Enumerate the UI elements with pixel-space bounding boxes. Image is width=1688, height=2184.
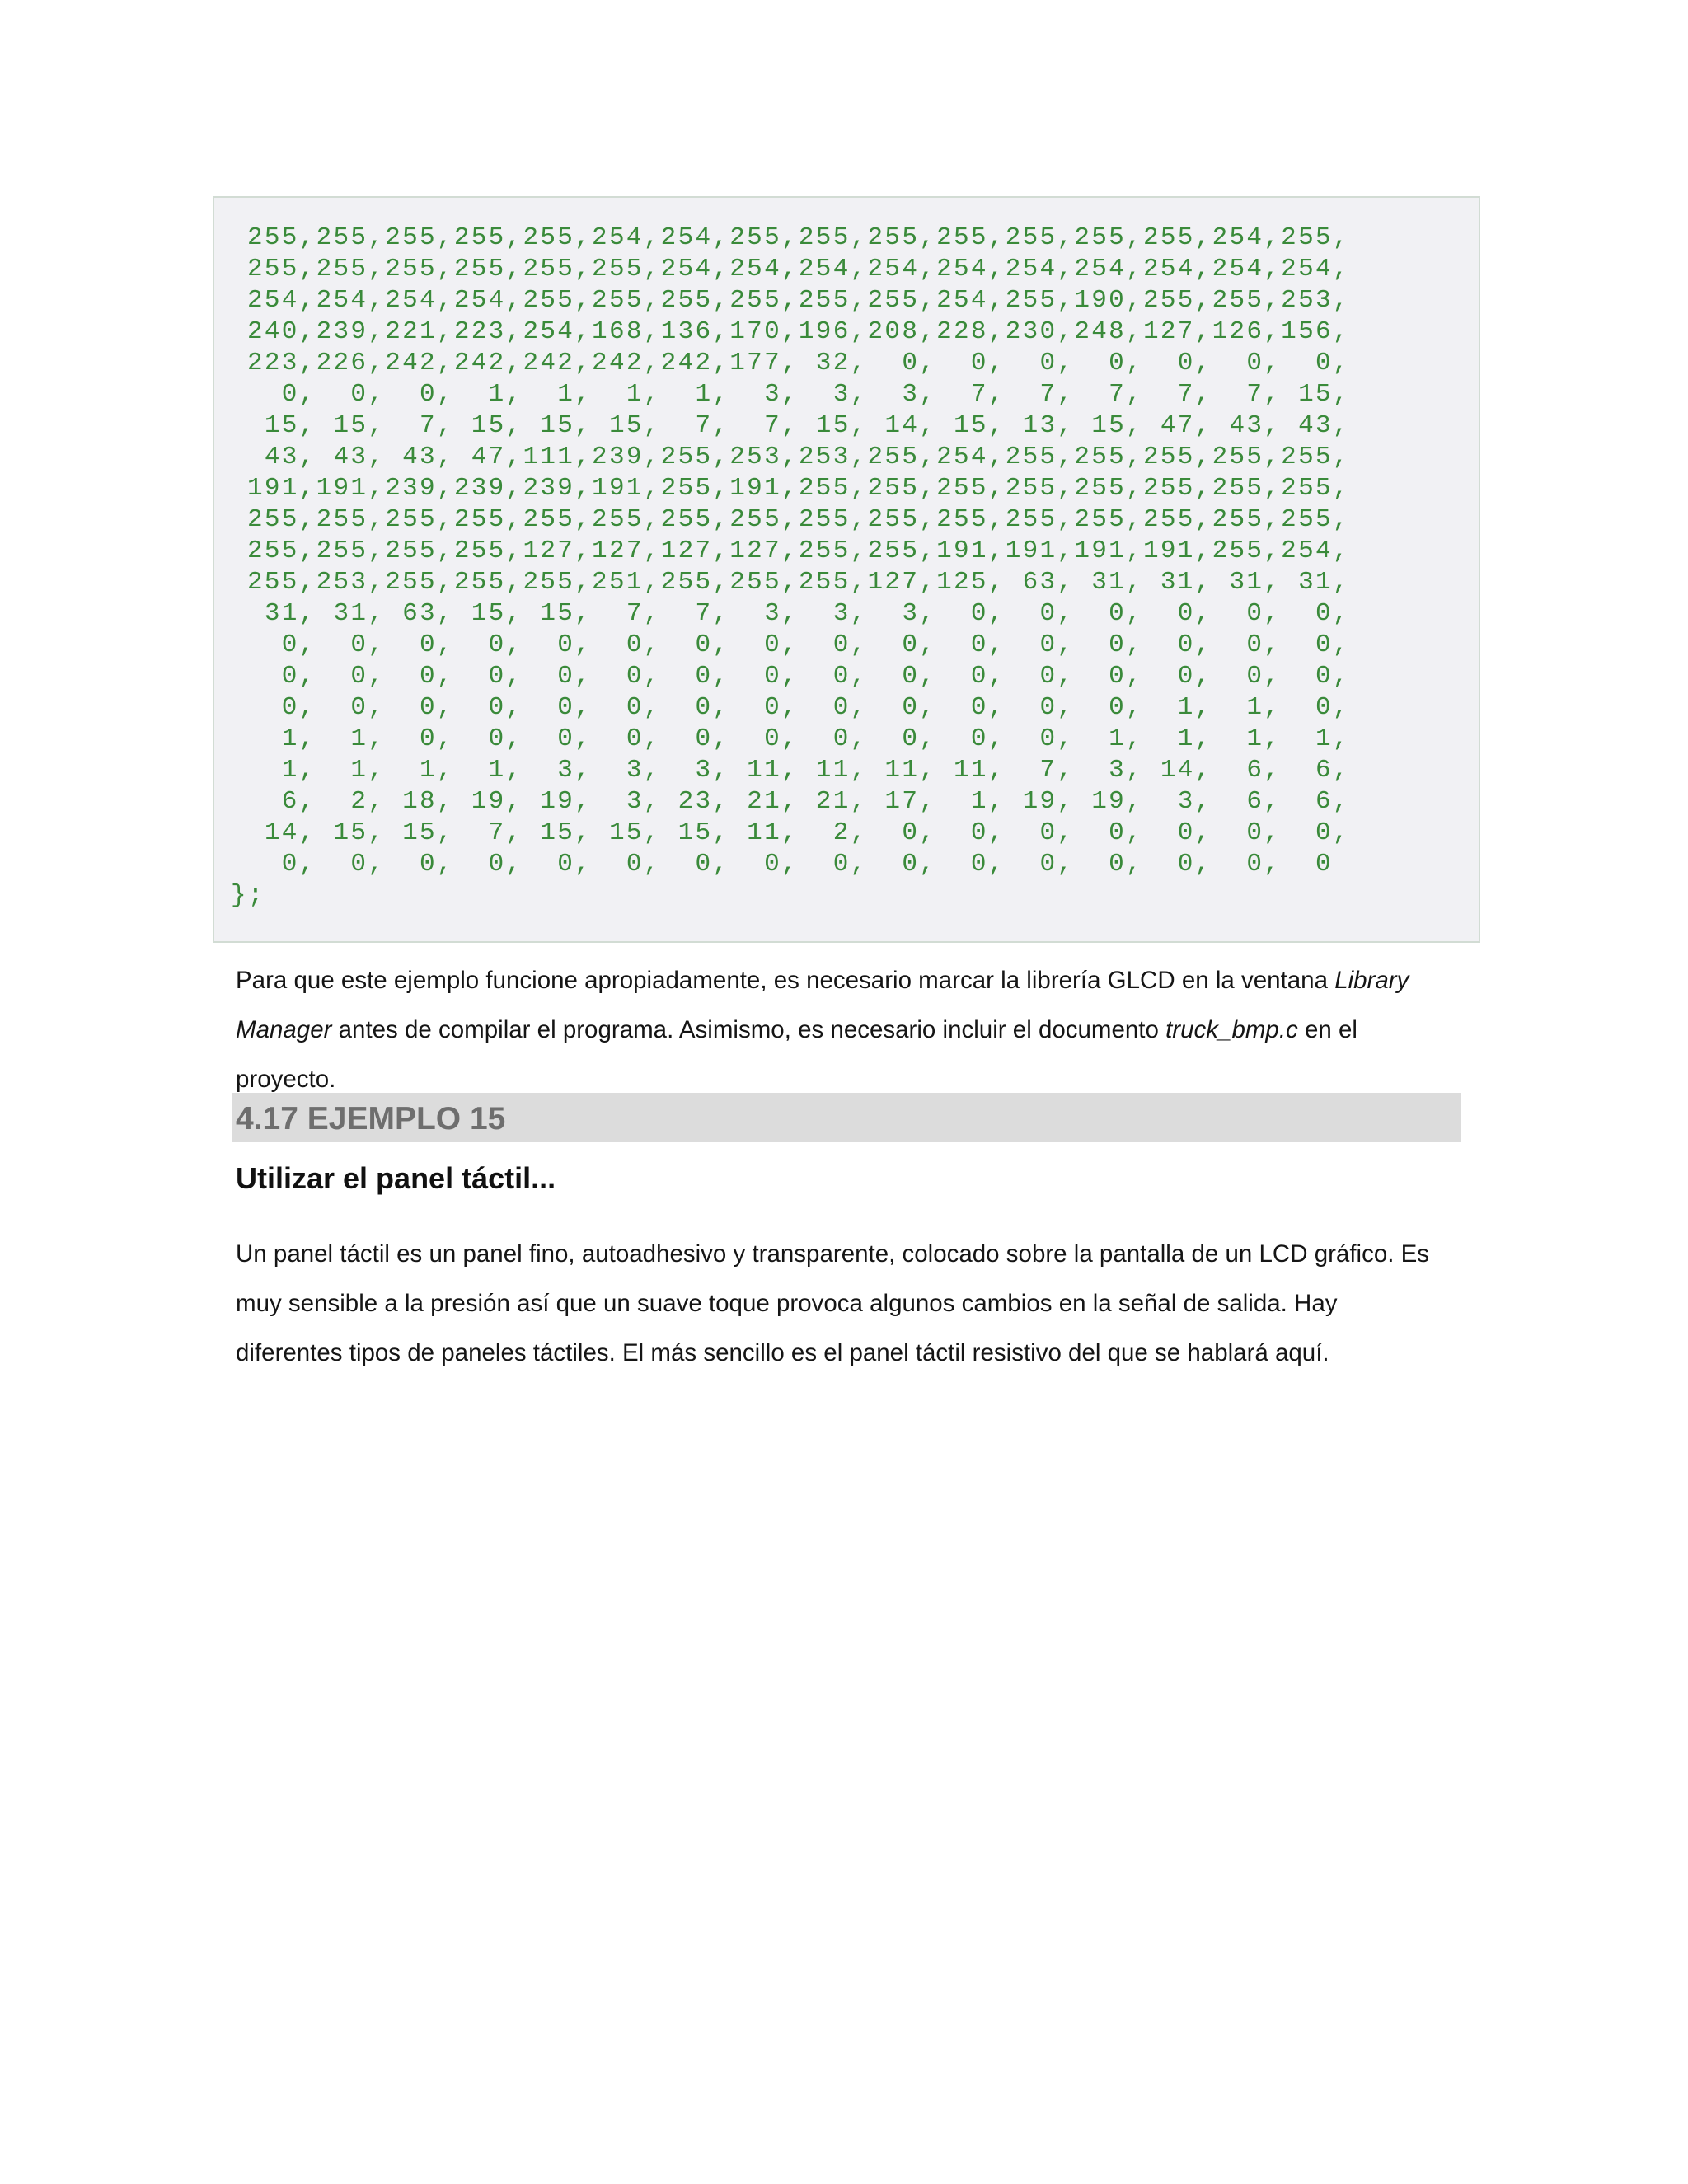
code-line: 15, 15, 7, 15, 15, 15, 7, 7, 15, 14, 15, 13, 15, 47, 43, 43, — [247, 411, 1350, 440]
code-line: 254,254,254,254,255,255,255,255,255,255,254,255,190,255,255,253, — [247, 286, 1350, 315]
code-line: 0, 0, 0, 0, 0, 0, 0, 0, 0, 0, 0, 0, 0, 1, 1, 0, — [247, 693, 1350, 722]
section-title: 4.17 EJEMPLO 15 — [236, 1101, 506, 1137]
code-line: 31, 31, 63, 15, 15, 7, 7, 3, 3, 3, 0, 0, 0, 0, 0, 0, — [247, 599, 1350, 628]
paragraph-line — [236, 956, 1472, 1005]
italic-term-library: Library — [1334, 967, 1409, 994]
text-run: antes de compilar el programa. Asimismo, es necesario incluir el documento — [331, 1016, 1166, 1043]
paragraph-line — [236, 1005, 1472, 1055]
touch-panel-paragraph — [236, 1230, 1472, 1378]
code-line: 14, 15, 15, 7, 15, 15, 15, 11, 2, 0, 0, 0, 0, 0, 0, 0, — [247, 818, 1350, 847]
library-note-paragraph — [236, 956, 1472, 1104]
code-line: 255,255,255,255,255,255,255,255,255,255,255,255,255,255,255,255, — [247, 505, 1350, 534]
code-line: 255,255,255,255,255,254,254,255,255,255,255,255,255,255,254,255, — [247, 223, 1350, 252]
text-run: en el — [1297, 1016, 1357, 1043]
subheading: Utilizar el panel táctil... — [236, 1161, 556, 1195]
code-line: 191,191,239,239,239,191,255,191,255,255,255,255,255,255,255,255, — [247, 474, 1350, 503]
code-line: 1, 1, 1, 1, 3, 3, 3, 11, 11, 11, 11, 7, 3, 14, 6, 6, — [247, 756, 1350, 785]
code-line: 255,253,255,255,255,251,255,255,255,127,125, 63, 31, 31, 31, 31, — [247, 568, 1350, 597]
paragraph-line: muy sensible a la presión así que un suave toque provoca algunos cambios en la señal de salida. Hay — [236, 1290, 1338, 1317]
code-line: 0, 0, 0, 0, 0, 0, 0, 0, 0, 0, 0, 0, 0, 0, 0, 0 — [247, 850, 1333, 879]
code-block — [213, 196, 1480, 943]
code-line: 223,226,242,242,242,242,242,177, 32, 0, 0, 0, 0, 0, 0, 0, — [247, 349, 1350, 377]
paragraph-line: proyecto. — [236, 1066, 336, 1093]
code-closing-brace: }; — [231, 881, 265, 910]
code-line: 240,239,221,223,254,168,136,170,196,208,228,230,248,127,126,156, — [247, 317, 1350, 346]
code-line: 0, 0, 0, 0, 0, 0, 0, 0, 0, 0, 0, 0, 0, 0, 0, 0, — [247, 662, 1350, 691]
code-line: 255,255,255,255,127,127,127,127,255,255,191,191,191,191,255,254, — [247, 537, 1350, 565]
code-line: 43, 43, 43, 47,111,239,255,253,253,255,254,255,255,255,255,255, — [247, 443, 1350, 471]
italic-term-manager: Manager — [236, 1016, 332, 1043]
code-line: 255,255,255,255,255,255,254,254,254,254,254,254,254,254,254,254, — [247, 255, 1350, 284]
italic-filename: truck_bmp.c — [1165, 1016, 1298, 1043]
code-line: 0, 0, 0, 1, 1, 1, 1, 3, 3, 3, 7, 7, 7, 7, 7, 15, — [247, 380, 1350, 409]
text-run: Para que este ejemplo funcione apropiadamente, es necesario marcar la librería GLCD en la ventana — [236, 967, 1335, 994]
paragraph-line: diferentes tipos de paneles táctiles. El más sencillo es el panel táctil resistivo del que se hablará aquí. — [236, 1339, 1329, 1366]
code-line: 1, 1, 0, 0, 0, 0, 0, 0, 0, 0, 0, 0, 1, 1, 1, 1, — [247, 724, 1350, 753]
code-line: 0, 0, 0, 0, 0, 0, 0, 0, 0, 0, 0, 0, 0, 0, 0, 0, — [247, 630, 1350, 659]
paragraph-line: Un panel táctil es un panel fino, autoadhesivo y transparente, colocado sobre la pantalla de un LCD gráfico. Es — [236, 1240, 1430, 1268]
code-line: 6, 2, 18, 19, 19, 3, 23, 21, 21, 17, 1, 19, 19, 3, 6, 6, — [247, 787, 1350, 816]
